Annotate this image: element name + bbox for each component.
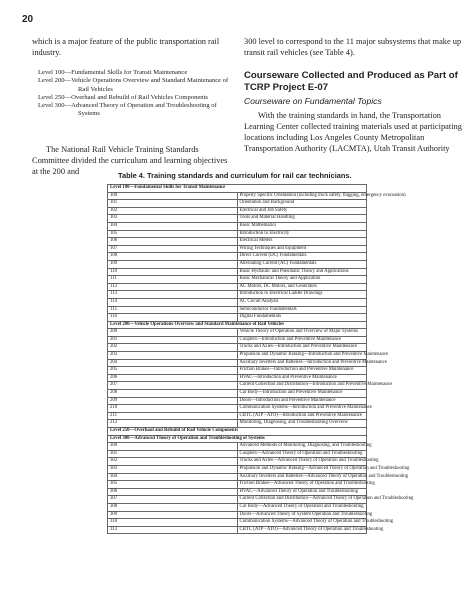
course-code-cell: 206 xyxy=(108,374,238,382)
course-title-cell: Current Collection and Distribution—Advanced Theory of Operation and Troubleshooting xyxy=(237,496,367,504)
right-column xyxy=(244,36,464,154)
table-row xyxy=(108,519,367,527)
level-header-cell: Level 100—Fundamental Skills for Transit Maintenance xyxy=(108,185,367,193)
table-caption: Table 4. Training standards and curriculum for rail car technicians. xyxy=(118,171,352,180)
course-title-cell: Digital Fundamentals xyxy=(237,314,367,322)
course-code-cell: 312 xyxy=(108,526,238,534)
level-item: Level 200—Vehicle Operations Overview and Standard Maintenance of Rail Vehicles xyxy=(38,77,229,93)
table-row xyxy=(108,352,367,360)
table-row xyxy=(108,336,367,344)
course-title-cell: Car Body—Advanced Theory of Operation and Troubleshooting xyxy=(237,503,367,511)
table-row xyxy=(108,488,367,496)
course-title-cell: HVAC—Advanced Theory of Operation and Troubleshooting xyxy=(237,488,367,496)
table-row xyxy=(108,374,367,382)
course-code-cell: 302 xyxy=(108,458,238,466)
table-row xyxy=(108,268,367,276)
table-level-header-row xyxy=(108,435,367,443)
table-row xyxy=(108,526,367,534)
left-intro-text: which is a major feature of the public transportation rail industry. xyxy=(32,37,220,57)
course-title-cell: Tools and Material Handling xyxy=(237,215,367,223)
table-row xyxy=(108,443,367,451)
table-row xyxy=(108,511,367,519)
course-title-cell: Doors—Introduction and Preventive Maintenance xyxy=(237,397,367,405)
course-title-cell: HVAC—Introduction and Preventive Maintenance xyxy=(237,374,367,382)
spacer xyxy=(32,119,232,144)
level-item: Level 100—Fundamental Skills for Transit Maintenance xyxy=(38,69,188,76)
course-code-cell: 113 xyxy=(108,291,238,299)
table-row xyxy=(108,496,367,504)
course-title-cell: Propulsion and Dynamic Braking—Introduction and Preventive Maintenance xyxy=(237,352,367,360)
table-row xyxy=(108,291,367,299)
course-code-cell: 203 xyxy=(108,352,238,360)
course-code-cell: 211 xyxy=(108,412,238,420)
course-code-cell: 300 xyxy=(108,443,238,451)
sub-heading: Courseware on Fundamental Topics xyxy=(244,96,382,106)
course-title-cell: Orientation and Background xyxy=(237,200,367,208)
course-title-cell: Semiconductor Fundamentals xyxy=(237,306,367,314)
course-title-cell: Communication Systems—Advanced Theory of Operation and Troubleshooting xyxy=(237,519,367,527)
level-header-cell: Level 200—Vehicle Operations Overview and Standard Maintenance of Rail Vehicles xyxy=(108,321,367,329)
standards-table xyxy=(107,184,414,534)
course-title-cell: Monitoring, Diagnosing, and Troubleshooting Overview xyxy=(237,420,367,428)
table-row xyxy=(108,276,367,284)
level-header-cell: Level 250—Overhaul and Rebuild of Rail Vehicle Components xyxy=(108,428,367,436)
course-title-cell: Alternating Current (AC) Fundamentals xyxy=(237,260,367,268)
course-title-cell: Current Collection and Distribution—Introduction and Preventive Maintenance xyxy=(237,382,367,390)
course-code-cell: 102 xyxy=(108,207,238,215)
course-code-cell: 212 xyxy=(108,420,238,428)
table-row xyxy=(108,329,367,337)
course-code-cell: 107 xyxy=(108,245,238,253)
course-title-cell: Electrical and Job Safety xyxy=(237,207,367,215)
course-title-cell: Couplers—Advanced Theory of Operation and Troubleshooting xyxy=(237,450,367,458)
table-row xyxy=(108,306,367,314)
table-row xyxy=(108,382,367,390)
course-title-cell: Communication Systems—Introduction and Preventive Maintenance xyxy=(237,405,367,413)
course-title-cell: Auxiliary Inverters and Batteries—Introduction and Preventive Maintenance xyxy=(237,359,367,367)
left-paragraph: The National Rail Vehicle Training Standards Committee divided the curriculum and learning objectives at the 200 and xyxy=(32,144,228,176)
course-title-cell: Car Body—Introduction and Preventive Maintenance xyxy=(237,390,367,398)
course-title-cell: Basic Mathematics xyxy=(237,222,367,230)
course-code-cell: 201 xyxy=(108,336,238,344)
course-title-cell: Basic Hydraulic and Pneumatic Theory and Applications xyxy=(237,268,367,276)
table-row xyxy=(108,458,367,466)
table-row xyxy=(108,222,367,230)
course-title-cell: AC Motors, DC Motors, and Generators xyxy=(237,283,367,291)
table-row xyxy=(108,450,367,458)
course-code-cell: 306 xyxy=(108,488,238,496)
course-title-cell: Doors—Advanced Theory of System Operation and Troubleshooting xyxy=(237,511,367,519)
course-code-cell: 110 xyxy=(108,268,238,276)
course-code-cell: 210 xyxy=(108,405,238,413)
course-code-cell: 115 xyxy=(108,306,238,314)
left-column xyxy=(32,36,232,177)
course-code-cell: 200 xyxy=(108,329,238,337)
table-row xyxy=(108,283,367,291)
section-heading: Courseware Collected and Produced as Part of TCRP Project E-07 xyxy=(244,70,458,93)
course-title-cell: CBTC (ATP - ATO)—Introduction and Preventive Maintenance xyxy=(237,412,367,420)
table-row xyxy=(108,344,367,352)
course-title-cell: CBTC (ATP - ATO)—Advanced Theory of Operation and Troubleshooting xyxy=(237,526,367,534)
table-row xyxy=(108,481,367,489)
table-row xyxy=(108,314,367,322)
table-row xyxy=(108,412,367,420)
table-body xyxy=(108,185,414,534)
table-row xyxy=(108,390,367,398)
course-title-cell: Direct Current (DC) Fundamentals xyxy=(237,253,367,261)
course-title-cell: Propulsion and Dynamic Braking—Advanced Theory of Operation and Troubleshooting xyxy=(237,465,367,473)
table-row xyxy=(108,359,367,367)
course-title-cell: Property Specific Orientation (including truck safety, flagging, emergency evacuation) xyxy=(237,192,367,200)
level-header-cell: Level 300—Advanced Theory of Operation and Troubleshooting of Systems xyxy=(108,435,367,443)
table-row xyxy=(108,215,367,223)
course-title-cell: Introduction to Electrical Ladder Drawings xyxy=(237,291,367,299)
table-level-header-row xyxy=(108,428,367,436)
course-code-cell: 207 xyxy=(108,382,238,390)
course-code-cell: 305 xyxy=(108,481,238,489)
table-row xyxy=(108,397,367,405)
table-row xyxy=(108,260,367,268)
course-title-cell: Basic Mechanical Theory and Application xyxy=(237,276,367,284)
course-title-cell: Introduction to Electricity xyxy=(237,230,367,238)
table-row xyxy=(108,245,367,253)
table-row xyxy=(108,420,367,428)
table-level-header-row xyxy=(108,321,367,329)
course-code-cell: 310 xyxy=(108,519,238,527)
table-row xyxy=(108,503,367,511)
course-title-cell: Wiring Techniques and Equipment xyxy=(237,245,367,253)
table-row xyxy=(108,405,367,413)
table-level-header-row xyxy=(108,185,367,193)
table-row xyxy=(108,253,367,261)
table-row xyxy=(108,230,367,238)
table-row xyxy=(108,207,367,215)
course-code-cell: 303 xyxy=(108,465,238,473)
course-title-cell: Trucks and Axles—Advanced Theory of Operation and Troubleshooting xyxy=(237,458,367,466)
right-paragraph: With the training standards in hand, the Transportation Learning Center collected training materials used at participating locations including Los Angeles County Metropolitan Transportation Authority (LACMTA), Utah Transit Authority xyxy=(244,111,462,153)
course-code-cell: 101 xyxy=(108,200,238,208)
course-code-cell: 308 xyxy=(108,503,238,511)
course-code-cell: 205 xyxy=(108,367,238,375)
course-code-cell: 301 xyxy=(108,450,238,458)
course-code-cell: 105 xyxy=(108,230,238,238)
table-row xyxy=(108,465,367,473)
table-row xyxy=(108,473,367,481)
level-item: Level 300—Advanced Theory of Operation and Troubleshooting of Systems xyxy=(38,102,217,118)
table-row xyxy=(108,298,367,306)
course-code-cell: 111 xyxy=(108,276,238,284)
course-title-cell: Vehicle Theory of Operation and Overview of Major Systems xyxy=(237,329,367,337)
course-code-cell: 112 xyxy=(108,283,238,291)
table-row xyxy=(108,200,367,208)
course-code-cell: 202 xyxy=(108,344,238,352)
course-title-cell: Trucks and Axles—Introduction and Preventive Maintenance xyxy=(237,344,367,352)
level-item: Level 250—Overhaul and Rebuild of Rail Vehicles Components xyxy=(38,93,209,101)
course-code-cell: 104 xyxy=(108,222,238,230)
page-number: 20 xyxy=(22,14,34,25)
level-list xyxy=(38,69,232,119)
course-title-cell: AC Circuit Analysis xyxy=(237,298,367,306)
course-title-cell: Friction Brakes—Introduction and Preventive Maintenance xyxy=(237,367,367,375)
course-code-cell: 103 xyxy=(108,215,238,223)
course-code-cell: 106 xyxy=(108,238,238,246)
table-row xyxy=(108,367,367,375)
course-code-cell: 100 xyxy=(108,192,238,200)
course-code-cell: 109 xyxy=(108,260,238,268)
course-title-cell: Couplers—Introduction and Preventive Maintenance xyxy=(237,336,367,344)
course-code-cell: 204 xyxy=(108,359,238,367)
right-intro-text: 300 level to correspond to the 11 major subsystems that make up transit rail vehicles (see Table 4). xyxy=(244,37,462,57)
course-title-cell: Advanced Methods of Monitoring, Diagnosing, and Troubleshooting xyxy=(237,443,367,451)
course-code-cell: 309 xyxy=(108,511,238,519)
course-code-cell: 116 xyxy=(108,314,238,322)
course-title-cell: Electrical Meters xyxy=(237,238,367,246)
table-row xyxy=(108,192,367,200)
course-code-cell: 208 xyxy=(108,390,238,398)
course-code-cell: 307 xyxy=(108,496,238,504)
course-code-cell: 304 xyxy=(108,473,238,481)
course-code-cell: 114 xyxy=(108,298,238,306)
course-code-cell: 108 xyxy=(108,253,238,261)
course-title-cell: Auxiliary Inverters and Batteries—Advanced Theory of Operation and Troubleshooting xyxy=(237,473,367,481)
table-row xyxy=(108,238,367,246)
course-title-cell: Friction Brakes—Advanced Theory of Operation and Troubleshooting xyxy=(237,481,367,489)
course-code-cell: 209 xyxy=(108,397,238,405)
